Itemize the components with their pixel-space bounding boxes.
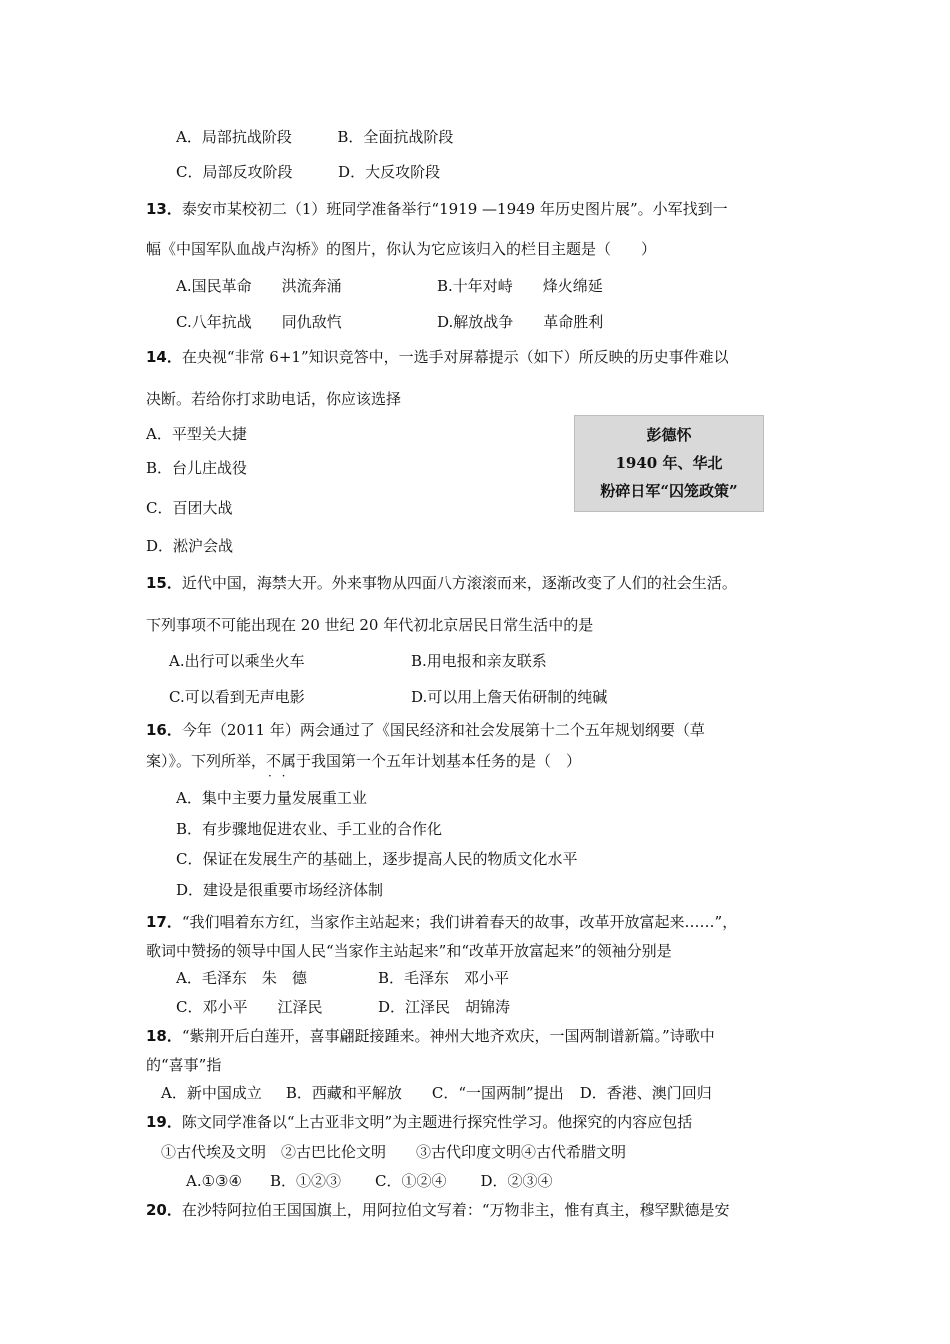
q14-line-1: [146, 347, 729, 367]
q19-option-c: C．①②④: [374, 1172, 447, 1190]
q17-line-1: [146, 912, 737, 932]
q18-options-row: [161, 1083, 712, 1103]
q19-option-a: A.①③④: [186, 1172, 242, 1190]
q19-options-row: [186, 1171, 553, 1191]
q15-text-1: 近代中国，海禁大开。外来事物从四面八方滚滚而来，逐渐改变了人们的社会生活。: [181, 574, 737, 592]
q17-text-1: “我们唱着东方红，当家作主站起来；我们讲着春天的故事，改革开放富起来……”，: [181, 913, 738, 931]
q19-text-1: 陈文同学准备以“上古亚非文明”为主题进行探究性学习。他探究的内容应包括: [181, 1113, 693, 1131]
q20-line-1: [146, 1200, 730, 1220]
q13-number: 13．: [146, 200, 182, 218]
q17-text-2: 歌词中赞扬的领导中国人民“当家作主站起来”和“改革开放富起来”的领袖分别是: [146, 942, 672, 960]
q18-option-c: C．“一国两制”提出: [431, 1084, 564, 1102]
q14-option-d: D．淞沪会战: [146, 537, 234, 555]
q19-number: 19．: [146, 1113, 182, 1131]
q14-screen-prompt-box: [574, 415, 764, 512]
q16-option-c: C．保证在发展生产的基础上，逐步提高人民的物质文化水平: [176, 850, 578, 868]
q15-option-d: D.可以用上詹天佑研制的纯碱: [411, 688, 608, 706]
q18-text-2: 的“喜事”指: [146, 1056, 222, 1074]
q14-option-c: C．百团大战: [146, 499, 233, 517]
q14-option-a: A．平型关大捷: [146, 425, 247, 443]
q15-number: 15．: [146, 574, 182, 592]
q18-line-1: [146, 1026, 715, 1046]
q17-option-b: B．毛泽东 邓小平: [378, 969, 510, 987]
q18-number: 18．: [146, 1027, 182, 1045]
q18-option-d: D．香港、澳门回归: [579, 1084, 712, 1102]
q19-option-d: D．②③④: [480, 1172, 553, 1190]
q16-option-d: D．建设是很重要市场经济体制: [176, 881, 384, 899]
q14-prompt-line-1: 彭德怀: [646, 426, 692, 444]
q16-option-a: A．集中主要力量发展重工业: [176, 789, 367, 807]
q16-line-2: [146, 751, 581, 771]
q18-option-b: B．西藏和平解放: [285, 1084, 402, 1102]
q14-option-b: B．台儿庄战役: [146, 459, 248, 477]
q15-option-b: B.用电报和亲友联系: [411, 652, 547, 670]
q13-option-d: D.解放战争 革命胜利: [437, 313, 604, 331]
q15-option-a: A.出行可以乘坐火车: [169, 652, 305, 670]
q12-options-row-2: [176, 162, 440, 182]
q17-option-c: C．邓小平 江泽民: [176, 998, 323, 1016]
q16-number: 16．: [146, 721, 182, 739]
q16-option-b: B．有步骤地促进农业、手工业的合作化: [176, 820, 443, 838]
q19-line-1: [146, 1112, 692, 1132]
q12-option-c: C．局部反攻阶段: [176, 163, 293, 181]
q17-number: 17．: [146, 913, 182, 931]
q16-text-2c: 我国第一个五年计划基本任务的是（ ）: [311, 752, 582, 770]
q17-option-d: D．江泽民 胡锦涛: [378, 998, 511, 1016]
q17-option-a: A．毛泽东 朱 德: [176, 969, 307, 987]
q19-option-b: B．①②③: [269, 1172, 341, 1190]
q15-option-c: C.可以看到无声电影: [169, 688, 305, 706]
q18-option-a: A．新中国成立: [161, 1084, 262, 1102]
q18-text-1: “紫荆开后白莲开，喜事翩跹接踵来。神州大地齐欢庆，一国两制谱新篇。”诗歌中: [181, 1027, 715, 1045]
q13-text-1: 泰安市某校初二（1）班同学准备举行“1919 —1949 年历史图片展”。小军找到一: [181, 200, 728, 218]
q13-line-1: [146, 199, 728, 219]
q20-text-1: 在沙特阿拉伯王国国旗上，用阿拉伯文写着：“万物非主，惟有真主，穆罕默德是安: [181, 1201, 730, 1219]
q12-options-row-1: [176, 127, 453, 147]
q20-number: 20．: [146, 1201, 182, 1219]
q14-text-1: 在央视“非常 6+1”知识竞答中，一选手对屏幕提示（如下）所反映的历史事件难以: [181, 348, 729, 366]
q15-text-2: 下列事项不可能出现在 20 世纪 20 年代初北京居民日常生活中的是: [146, 616, 594, 634]
q16-line-1: [146, 720, 705, 740]
q13-text-2: 幅《中国军队血战卢沟桥》的图片，你认为它应该归入的栏目主题是（ ）: [146, 240, 657, 258]
q14-prompt-line-2: 1940 年、华北: [615, 454, 723, 472]
q14-text-2: 决断。若给你打求助电话，你应该选择: [146, 390, 402, 408]
q12-option-d: D．大反攻阶段: [338, 163, 441, 181]
q16-text-2a: 案）》。下列所举，: [146, 752, 267, 770]
q13-option-b: B.十年对峙 烽火绵延: [437, 277, 603, 295]
q13-option-a: A.国民革命 洪流奔涌: [176, 277, 342, 295]
q15-line-1: [146, 573, 737, 593]
q13-option-c: C.八年抗战 同仇敌忾: [176, 313, 342, 331]
q14-prompt-line-3: 粉碎日军“囚笼政策”: [600, 482, 738, 500]
q16-emphasis-not-belong: 不属于 · ·: [266, 752, 311, 770]
q12-option-b: B．全面抗战阶段: [337, 128, 454, 146]
q19-items: ①古代埃及文明 ②古巴比伦文明 ③古代印度文明④古代希腊文明: [161, 1143, 627, 1161]
q16-text-1: 今年（2011 年）两会通过了《国民经济和社会发展第十二个五年规划纲要（草: [181, 721, 705, 739]
q14-number: 14．: [146, 348, 182, 366]
q12-option-a: A．局部抗战阶段: [176, 128, 292, 146]
